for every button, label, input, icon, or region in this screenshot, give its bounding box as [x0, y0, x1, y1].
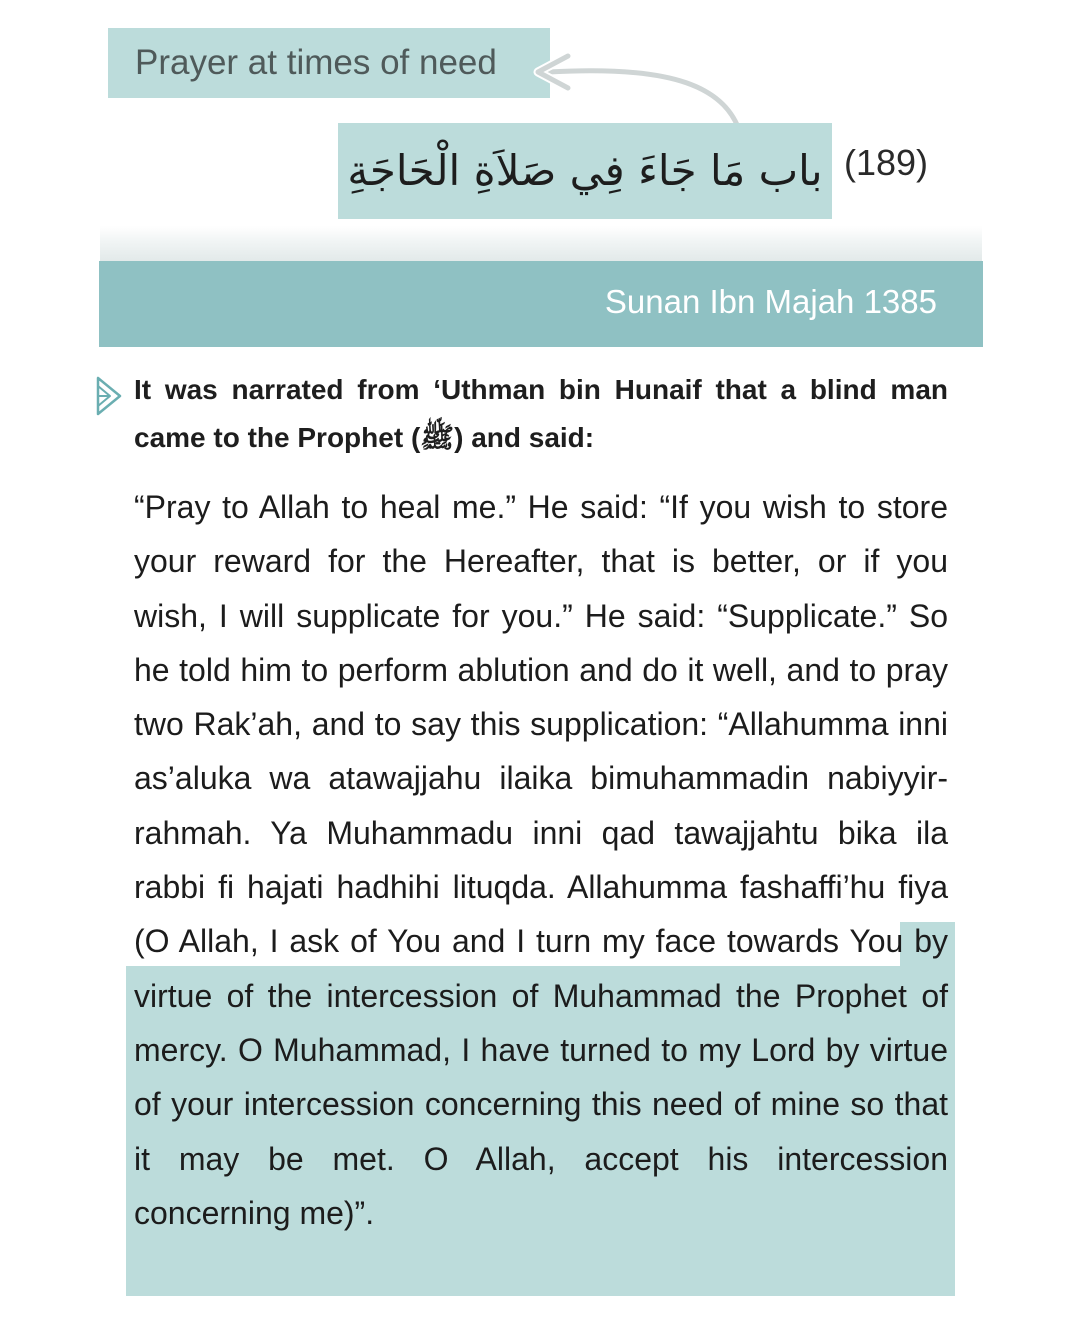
hadith-body-translation: (O Allah, I ask of You and I turn my face towards You by virtue of the intercession of Muhammad the Prophet of mercy. O Muhammad, I have turned to my Lord by virtue of your intercession concerning this need of mine so that it may be met. O Allah, accept his intercession concerning me)”.	[134, 923, 948, 1231]
narration-intro: It was narrated from ‘Uthman bin Hunaif that a blind man came to the Prophet (ﷺ) and said:	[134, 374, 948, 453]
hadith-body-transliteration: “Pray to Allah to heal me.” He said: “If you wish to store your reward for the Hereafter, that is better, or if you wish, I will supplicate for you.” He said: “Supplicate.” So he told him to perform ablution and do it well, and to pray two Rak’ah, and to say this supplication: “Allahumma inni as’aluka wa atawajjahu ilaika bimuhammadin nabiyyir-rahmah. Ya Muhammadu inni qad tawajjahtu bika ila rabbi fi hajati hadhihi lituqda. Allahumma fashaffi’hu fiya	[134, 489, 948, 906]
annotation-label: Prayer at times of need	[135, 43, 497, 82]
chapter-arabic-title: باب مَا جَاءَ فِي صَلاَةِ الْحَاجَةِ	[338, 123, 832, 219]
banner-shadow	[100, 226, 982, 262]
chapter-number: (189)	[844, 142, 929, 183]
source-banner	[99, 261, 983, 347]
annotation-label-box	[108, 28, 550, 98]
narrator-marker-icon	[94, 372, 124, 420]
source-reference: Sunan Ibn Majah 1385	[604, 283, 937, 320]
hadith-body	[134, 480, 948, 1240]
chapter-heading	[338, 123, 958, 219]
